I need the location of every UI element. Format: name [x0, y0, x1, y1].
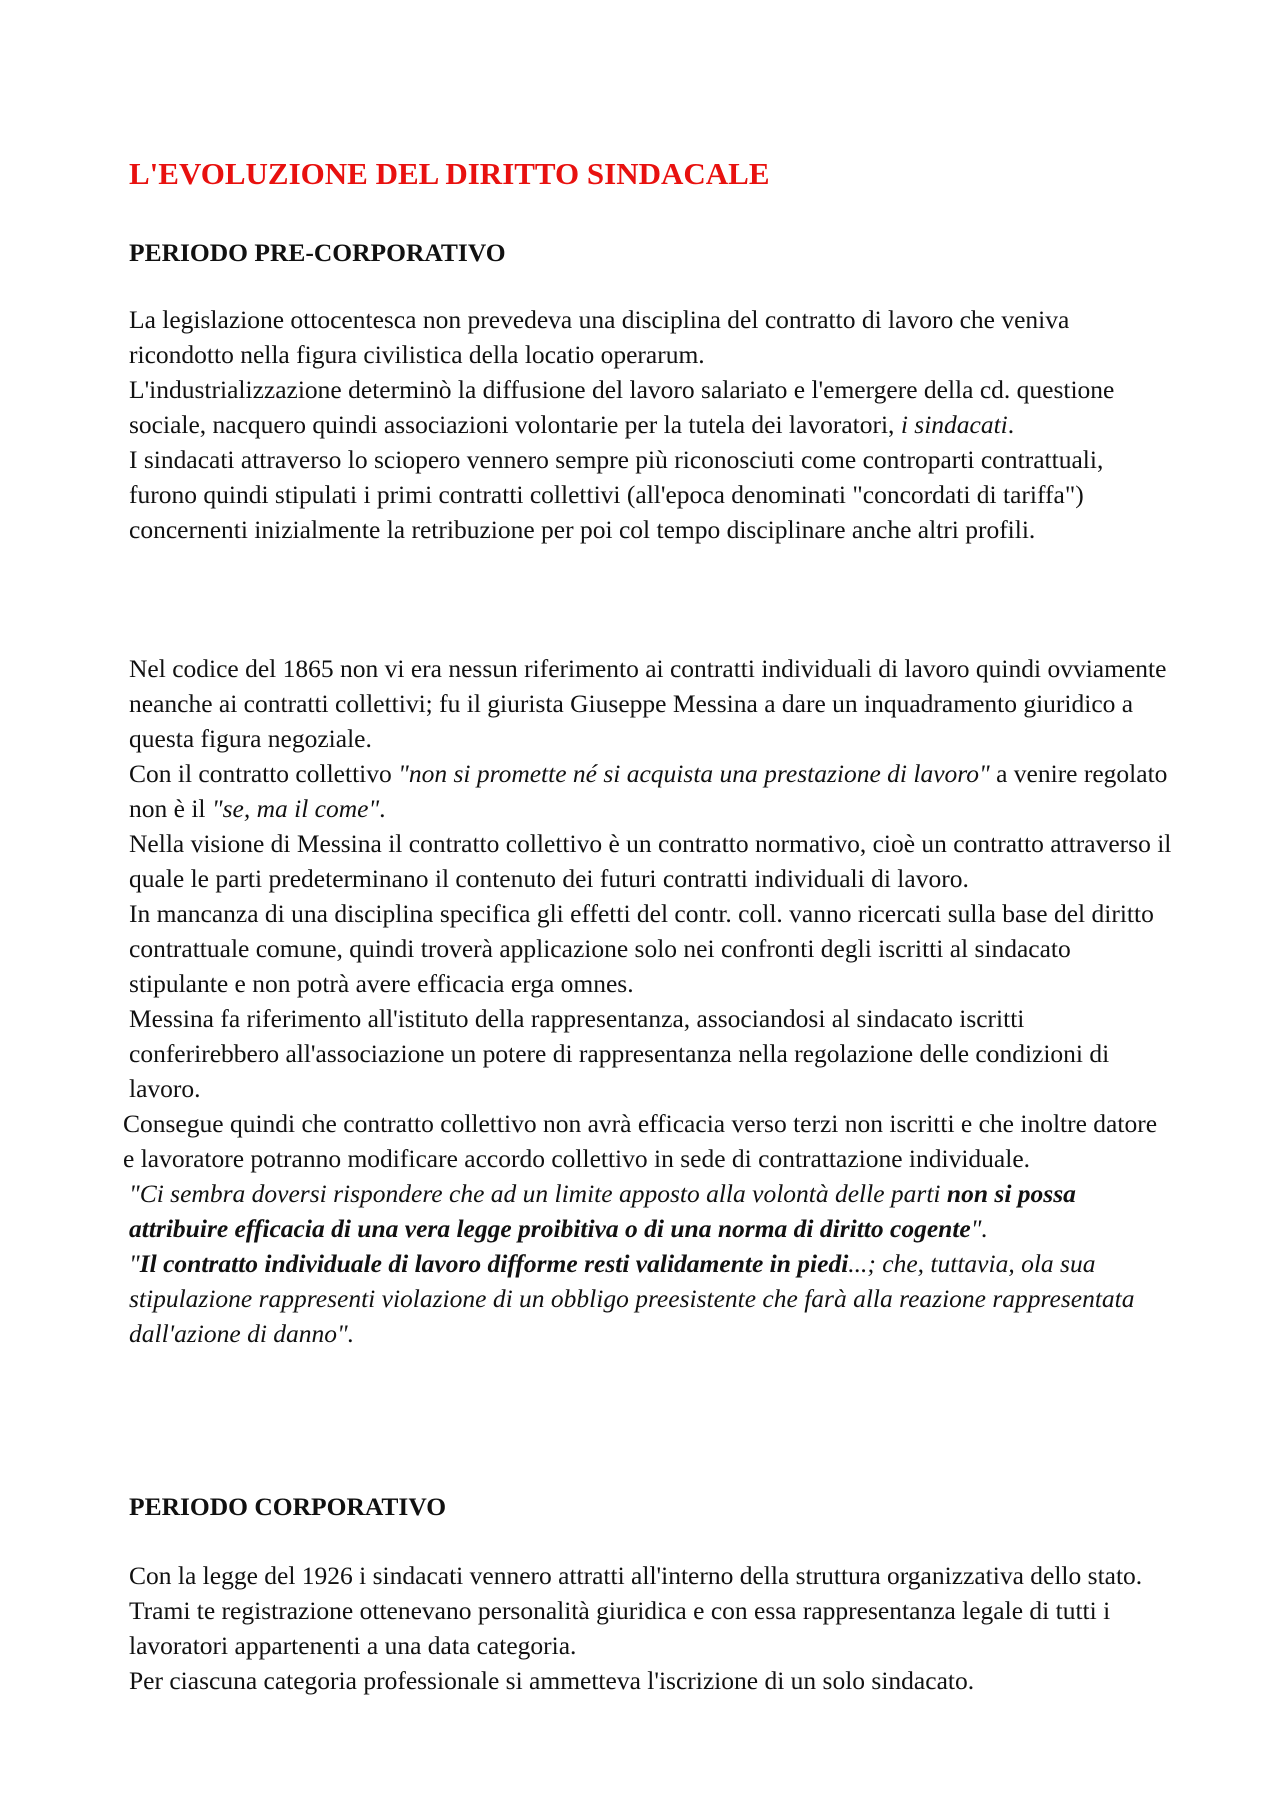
paragraph: Per ciascuna categoria professionale si ammetteva l'iscrizione di un solo sindacato.: [129, 1666, 975, 1695]
paragraph: I sindacati attraverso lo sciopero vennero sempre più riconosciuti come controparti contrattuali, furono quindi stipulati i primi contratti collettivi (all'epoca denominati "concordati di tariffa") concernenti inizialmente la retribuzione per poi col tempo disciplinare anche altri profili.: [129, 445, 1104, 544]
paragraph: [123, 756, 1173, 826]
paragraph: Messina fa riferimento all'istituto della rappresentanza, associandosi al sindacato iscritti conferirebbero all'associazione un potere di rappresentanza nella regolazione delle condizioni di lavoro.: [129, 1004, 1110, 1103]
paragraph-text: L'industrializzazione determinò la diffusione del lavoro salariato e l'emergere della cd. questione sociale, nacquero quindi associazioni volontarie per la tutela dei lavoratori,: [129, 375, 1115, 439]
section-body-corporativo: [123, 1558, 1173, 1698]
bold-text: Il contratto individuale di lavoro difforme resti validamente in piedi: [139, 1249, 849, 1278]
section-heading-pre-corporativo: PERIODO PRE-CORPORATIVO: [129, 238, 506, 267]
bold-italic-quote: [140, 1249, 849, 1278]
italic-quote: ...; che, tuttavia, ola sua stipulazione rappresenti violazione di un obbligo preesistente che farà alla reazione rappresentata dall'azione di danno".: [129, 1249, 1135, 1348]
italic-quote: ".: [970, 1214, 988, 1243]
section-heading-corporativo: PERIODO CORPORATIVO: [129, 1492, 447, 1521]
paragraph: Consegue quindi che contratto collettivo non avrà efficacia verso terzi non iscritti e che inoltre datore e lavoratore potranno modificare accordo collettivo in sede di contrattazione individuale.: [123, 1109, 1158, 1173]
italic-quote: "Ci sembra doversi rispondere che ad un limite apposto alla volontà delle parti: [129, 1179, 947, 1208]
document-title: L'EVOLUZIONE DEL DIRITTO SINDACALE: [129, 156, 770, 191]
paragraph-text: a venire regolato non è il: [129, 759, 1168, 823]
paragraph: Con la legge del 1926 i sindacati vennero attratti all'interno della struttura organizzativa dello stato. Trami te registrazione ottenevano personalità giuridica e con essa rappresentanza legale di tutti i lavoratori appartenenti a una data categoria.: [129, 1561, 1143, 1660]
paragraph: La legislazione ottocentesca non prevedeva una disciplina del contratto di lavoro che veniva ricondotto nella figura civilistica della locatio operarum.: [129, 305, 1070, 369]
paragraph-text: Con il contratto collettivo: [129, 759, 399, 788]
paragraph: [123, 372, 1173, 442]
paragraph: In mancanza di una disciplina specifica gli effetti del contr. coll. vanno ricercati sulla base del diritto contrattuale comune, quindi troverà applicazione solo nei confronti degli iscritti al sindacato stipulante e non potrà avere efficacia erga omnes.: [129, 899, 1154, 998]
italic-quote: ": [129, 1249, 140, 1278]
italic-quote: "se, ma il come": [211, 794, 380, 823]
quote-paragraph: [123, 1246, 1173, 1351]
paragraph: Nel codice del 1865 non vi era nessun riferimento ai contratti individuali di lavoro quindi ovviamente neanche ai contratti collettivi; fu il giurista Giuseppe Messina a dare un inquadramento giuridico a questa figura negoziale.: [129, 654, 1167, 753]
paragraph: Nella visione di Messina il contratto collettivo è un contratto normativo, cioè un contratto attraverso il quale le parti predeterminano il contenuto dei futuri contratti individuali di lavoro.: [129, 829, 1172, 893]
paragraph-text: .: [1007, 410, 1015, 439]
italic-quote: "non si promette né si acquista una prestazione di lavoro": [398, 759, 990, 788]
quote-paragraph: [123, 1176, 1173, 1246]
paragraph-text: .: [379, 794, 386, 823]
section-body-pre-corporativo-messina: [123, 651, 1173, 1351]
bold-text: non si possa attribuire efficacia di una vera legge proibitiva o di una norma di diritto cogente: [129, 1179, 1076, 1243]
section-body-pre-corporativo-intro: [123, 302, 1173, 547]
italic-text: i sindacati: [900, 410, 1008, 439]
